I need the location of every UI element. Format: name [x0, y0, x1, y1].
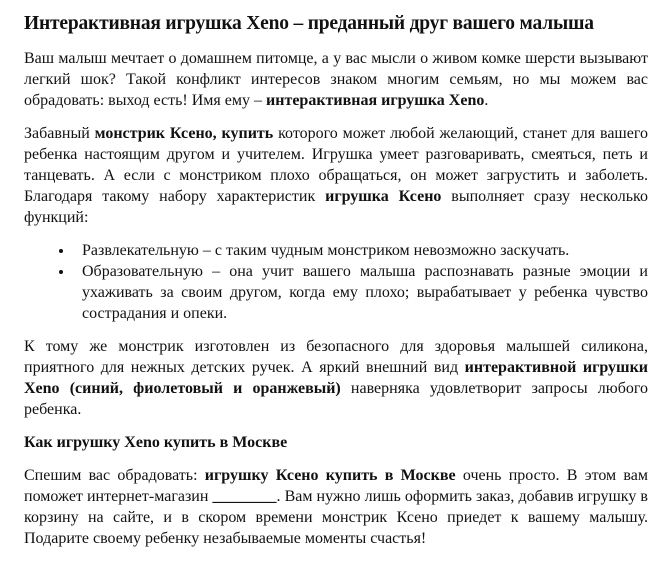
text: К тому же монстрик изготовлен из безопасного для здоровья малышей силикона, приятного для нежных детских ручек. А яркий внешний вид [24, 338, 648, 376]
text: которого может любой желающий, станет для вашего ребенка настоящим другом и учителем. Игрушка умеет разговаривать, смеяться, петь и танцевать. А если с монстриком плохо обращаться, он может загрустить и заболеть. Благодаря такому набору характеристик [24, 125, 649, 205]
text: Спешим вас обрадовать: [24, 467, 205, 484]
bold-text: монстрик Ксено, купить [94, 125, 274, 142]
bold-text: интерактивная игрушка Xeno [266, 92, 485, 109]
document [24, 8, 648, 561]
text: . [484, 92, 489, 109]
text: Забавный [24, 125, 95, 142]
bold-text: интерактивной игрушки Xeno (синий, фиолетовый и оранжевый) [24, 359, 649, 397]
text: очень просто. В этом вам поможет интернет-магазин [24, 467, 648, 505]
material-paragraph [24, 336, 648, 420]
bold-text: игрушка Ксено [325, 188, 442, 205]
bold-text: игрушку Ксено купить в Москве [204, 467, 456, 484]
list-item: • Образовательную – она учит вашего малыша распознавать разные эмоции и ухаживать за своим другом, когда ему плохо; вырабатывает у ребенка чувство сострадания и опеки. [74, 261, 648, 324]
store-name-blank: ________ [212, 488, 277, 505]
functions-list [24, 240, 648, 324]
text: наверняка удовлетворит запросы любого ребенка. [24, 380, 648, 418]
text: выполняет сразу несколько функций: [24, 188, 649, 226]
features-paragraph [24, 123, 648, 228]
purchase-paragraph [24, 465, 648, 549]
list-item: • Развлекательную – с таким чудным монстриком невозможно заскучать. [74, 240, 648, 261]
page-title: Интерактивная игрушка Xeno – преданный друг вашего малыша [24, 13, 594, 34]
intro-paragraph [24, 48, 648, 111]
text: . Вам нужно лишь оформить заказ, добавив игрушку в корзину на сайте, и в скором времени монстрик Ксено приедет к вашему малышу. Подарите своему ребенку незабываемые моменты счастья! [24, 488, 648, 547]
text: Ваш малыш мечтает о домашнем питомце, а у вас мысли о живом комке шерсти вызывают легкий шок? Такой конфликт интересов знаком многим семьям, но мы можем вас обрадовать: выход есть! Имя ему – [24, 50, 648, 109]
subheading: Как игрушку Xeno купить в Москве [24, 434, 288, 451]
